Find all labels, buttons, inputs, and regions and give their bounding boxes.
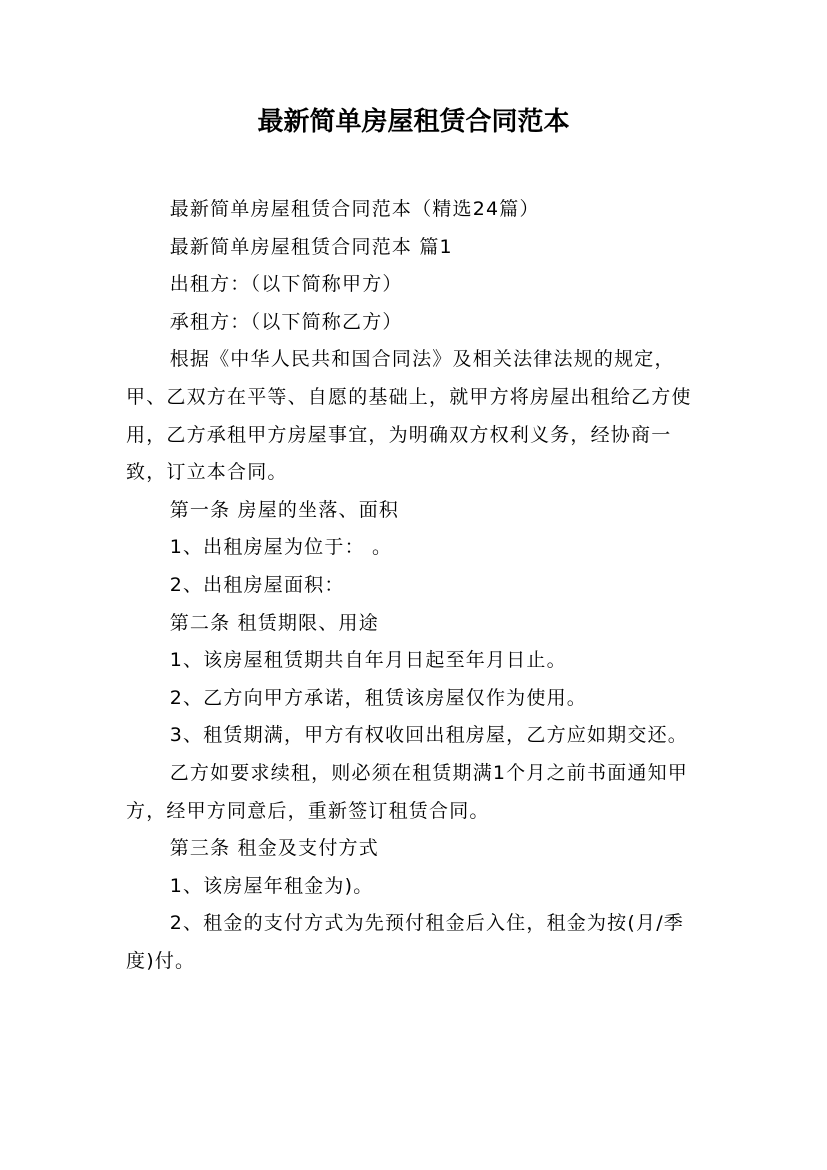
paragraph: 3、租赁期满，甲方有权收回出租房屋，乙方应如期交还。 xyxy=(169,724,688,747)
paragraph: 第二条 租赁期限、用途 xyxy=(169,611,379,634)
paragraph: 1、该房屋年租金为)。 xyxy=(169,874,374,897)
paragraph: 最新简单房屋租赁合同范本 篇1 xyxy=(169,235,453,258)
paragraph: 第一条 房屋的坐落、面积 xyxy=(169,498,400,521)
paragraph: 承租方：（以下简称乙方） xyxy=(169,310,403,333)
paragraph: 第三条 租金及支付方式 xyxy=(169,837,379,860)
paragraph: 2、出租房屋面积： xyxy=(169,573,345,596)
paragraph: 出租方：（以下简称甲方） xyxy=(169,273,403,296)
paragraph: 1、出租房屋为位于： 。 xyxy=(169,536,393,559)
paragraph: 2、乙方向甲方承诺，租赁该房屋仅作为使用。 xyxy=(169,686,587,709)
paragraph: 最新简单房屋租赁合同范本（精选24篇） xyxy=(169,198,540,220)
paragraph: 根据《中华人民共和国合同法》及相关法律法规的规定，甲、乙双方在平等、自愿的基础上，就甲方将房屋出租给乙方使用，乙方承租甲方房屋事宜，为明确双方权利义务，经协商一致，订立本合同。 xyxy=(126,348,692,484)
paragraph: 乙方如要求续租，则必须在租赁期满1个月之前书面通知甲方，经甲方同意后，重新签订租赁合同。 xyxy=(126,761,688,822)
paragraph: 2、租金的支付方式为先预付租金后入住，租金为按(月/季度)付。 xyxy=(126,912,684,972)
document-body xyxy=(126,191,702,980)
document-title: 最新简单房屋租赁合同范本 xyxy=(257,107,570,137)
paragraph: 1、该房屋租赁期共自年月日起至年月日止。 xyxy=(169,649,567,672)
